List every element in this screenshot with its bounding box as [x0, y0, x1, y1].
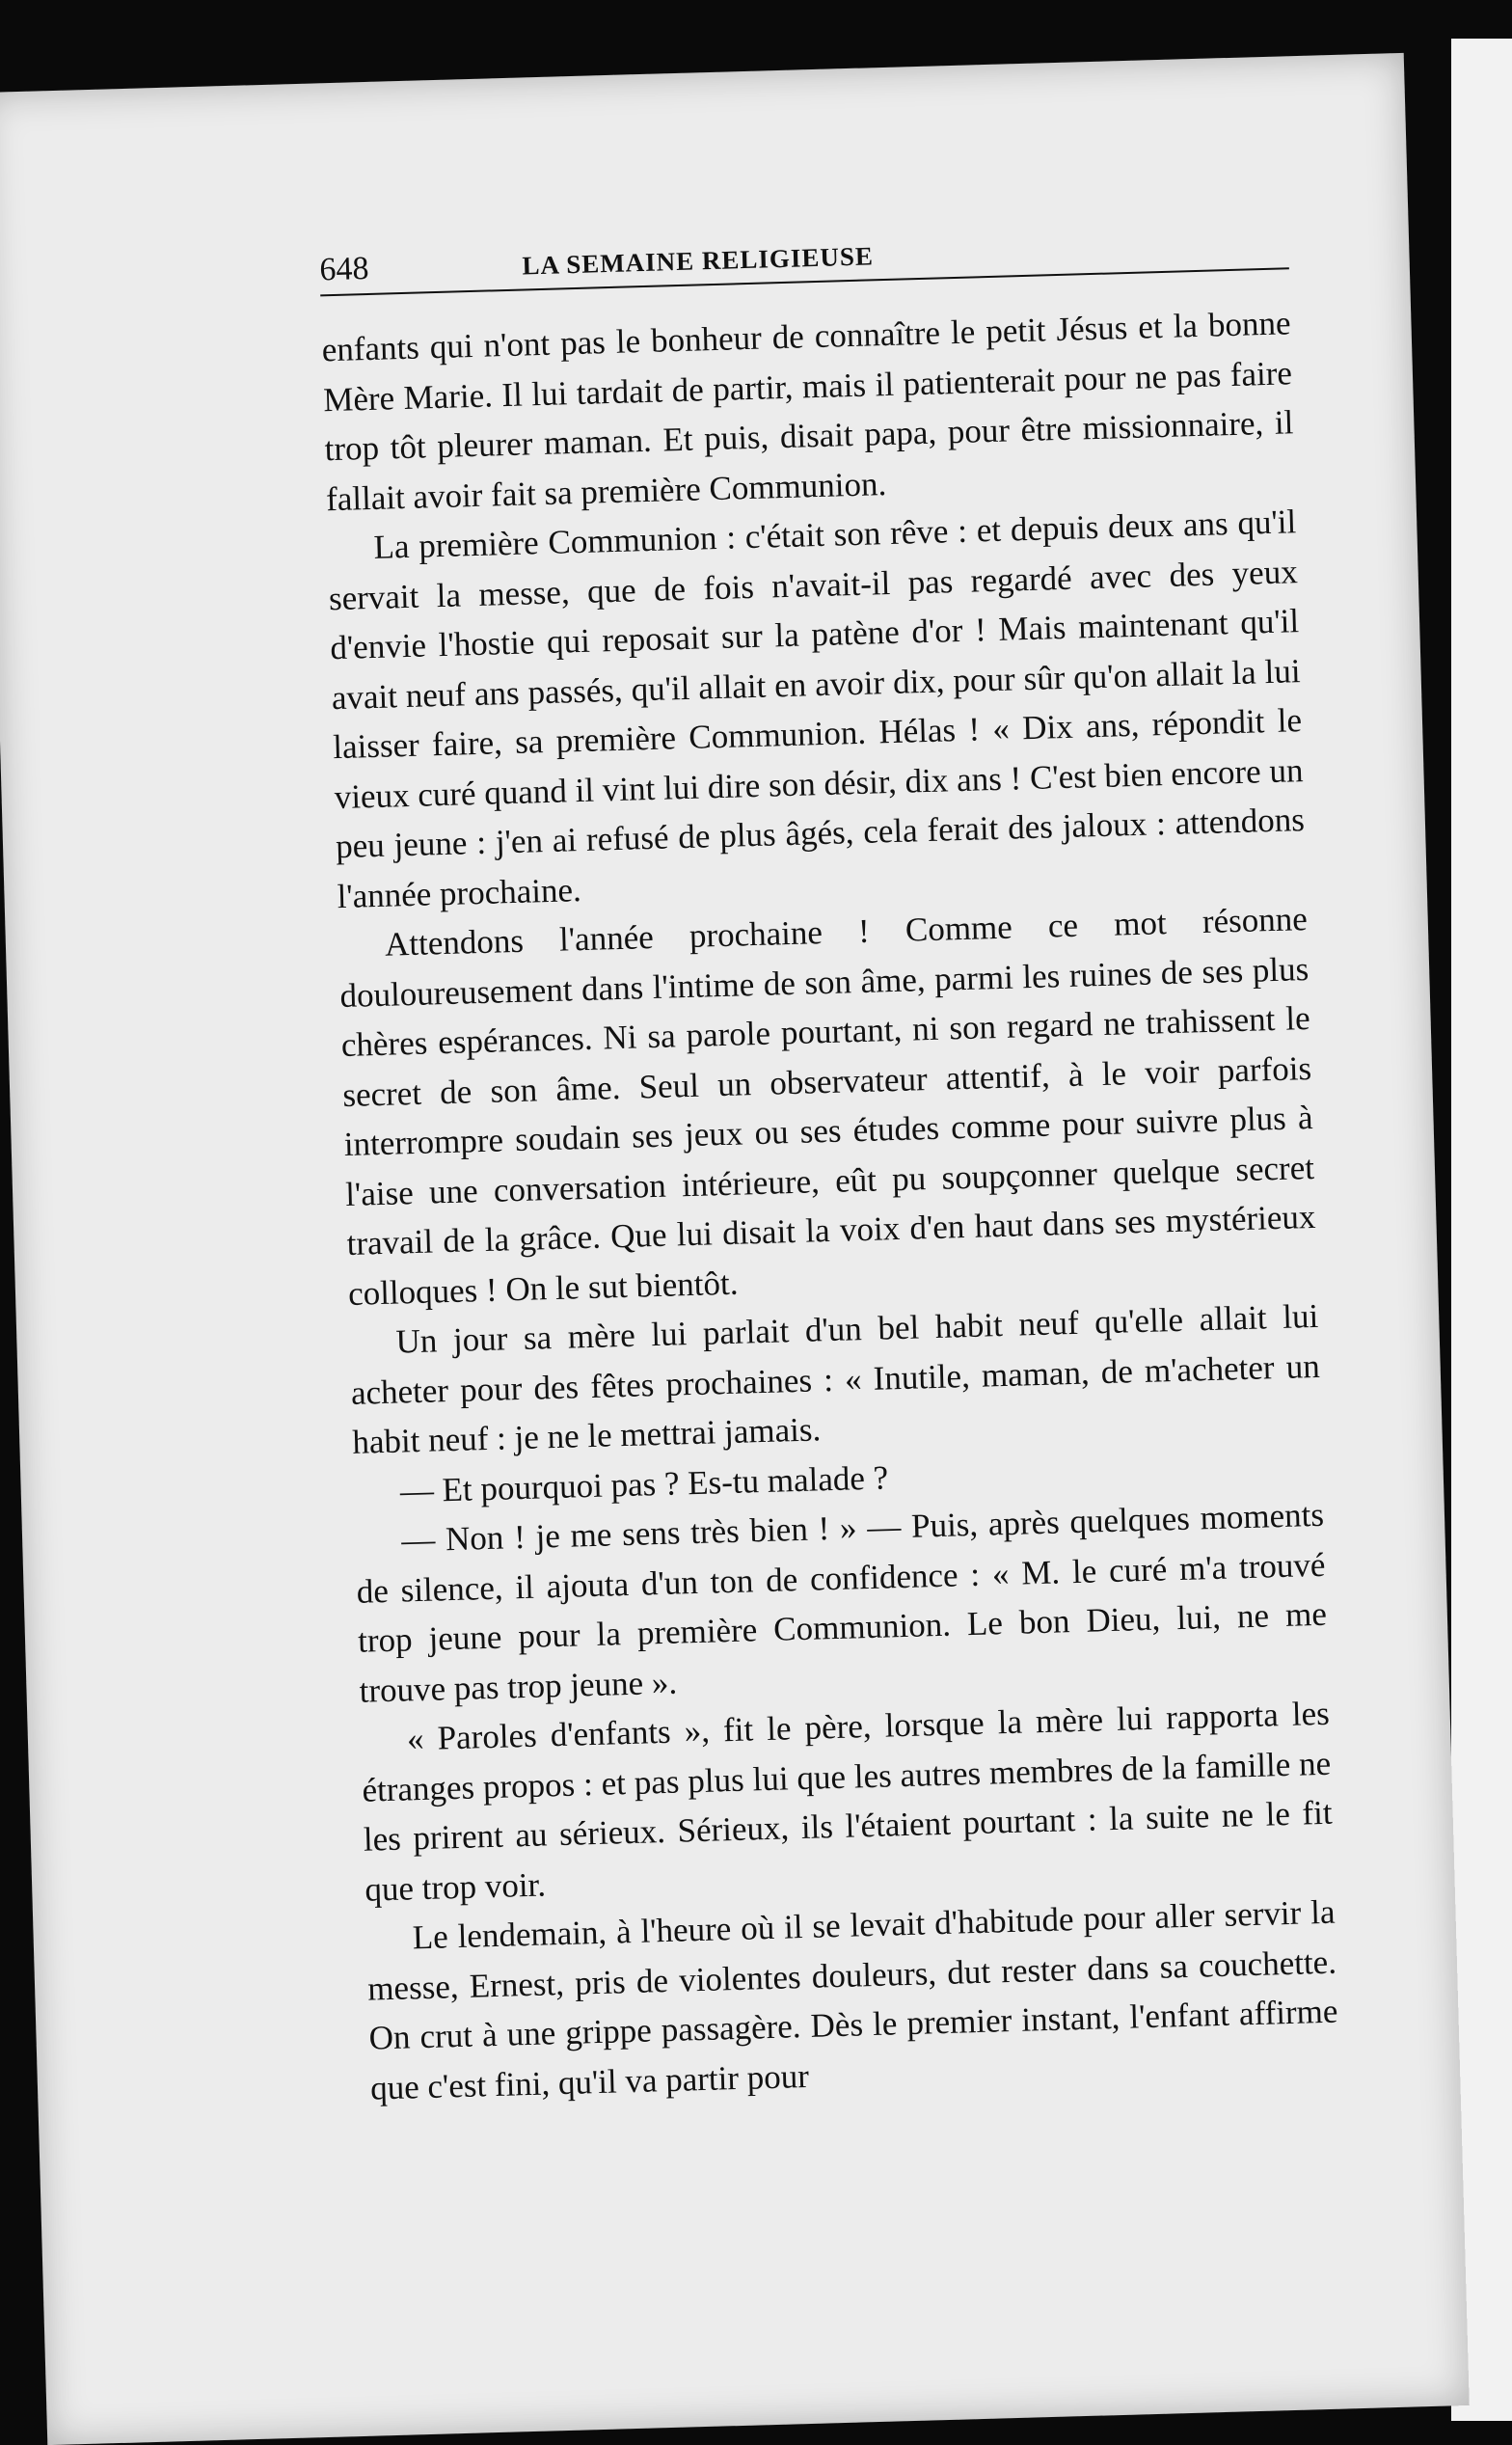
paragraph: « Paroles d'enfants », fit le père, lorsque la mère lui rapporta les étranges propos : et pas plus lui que les autres membres de la famille ne les prirent au sérieux. Sérieux, ils l'étaient pourtant : la suite ne le fit que trop voir.: [361, 1694, 1334, 1909]
page-content: [319, 225, 1339, 2112]
paragraph: enfants qui n'ont pas le bonheur de connaître le petit Jésus et la bonne Mère Marie. Il lui tardait de partir, mais il patienterait pour ne pas faire trop tôt pleurer maman. Et puis, disait papa, pour être missionnaire, il fallait avoir fait sa première Communion.: [321, 304, 1294, 518]
film-edge: [1451, 39, 1512, 2421]
paragraph: Un jour sa mère lui parlait d'un bel habit neuf qu'elle allait lui acheter pour des fêtes prochaines : « Inutile, maman, de m'acheter un habit neuf : je ne le mettrai jamais.: [350, 1296, 1321, 1461]
running-title: LA SEMAINE RELIGIEUSE: [522, 241, 875, 281]
body-text: [321, 298, 1339, 2112]
scanned-page: [0, 53, 1470, 2445]
paragraph: Attendons l'année prochaine ! Comme ce mot résonne douloureusement dans l'intime de son âme, parmi les ruines de ses plus chères espérances. Ni sa parole pourtant, ni son regard ne trahissent le secret de son âme. Seul un observateur attentif, à le voir parfois interrompre soudain ses jeux ou ses études comme pour suivre plus à l'aise une conversation intérieure, eût pu soupçonner quelque secret travail de la grâce. Que lui disait la voix d'en haut dans ses mystérieux colloques ! On le sut bientôt.: [338, 900, 1316, 1313]
page-number: 648: [318, 250, 369, 288]
page-header: [319, 225, 1289, 296]
paragraph: La première Communion : c'était son rêve : et depuis deux ans qu'il servait la messe, que de fois n'avait-il pas regardé avec des yeux d'envie l'hostie qui reposait sur la patène d'or ! Mais maintenant qu'il avait neuf ans passés, qu'il allait en avoir dix, pour sûr qu'on allait la lui laisser faire, sa première Communion. Hélas ! « Dix ans, répondit le vieux curé quand il vint lui dire son désir, dix ans ! C'est bien encore un peu jeune : j'en ai refusé de plus âgés, cela ferait des jaloux : attendons l'année prochaine.: [328, 503, 1306, 915]
paragraph: Le lendemain, à l'heure où il se levait d'habitude pour aller servir la messe, Ernest, pris de violentes douleurs, dut rester dans sa couchette. On crut à une grippe passagère. Dès le premier instant, l'enfant affirme que c'est fini, qu'il va partir pour: [366, 1892, 1338, 2107]
paragraph: — Et pourquoi pas ? Es-tu malade ?: [399, 1457, 889, 1510]
paragraph: — Non ! je me sens très bien ! » — Puis, après quelques moments de silence, il ajouta d'un ton de confidence : « M. le curé m'a trouvé trop jeune pour la première Communion. Le bon Dieu, lui, ne me trouve pas trop jeune ».: [356, 1495, 1328, 1710]
